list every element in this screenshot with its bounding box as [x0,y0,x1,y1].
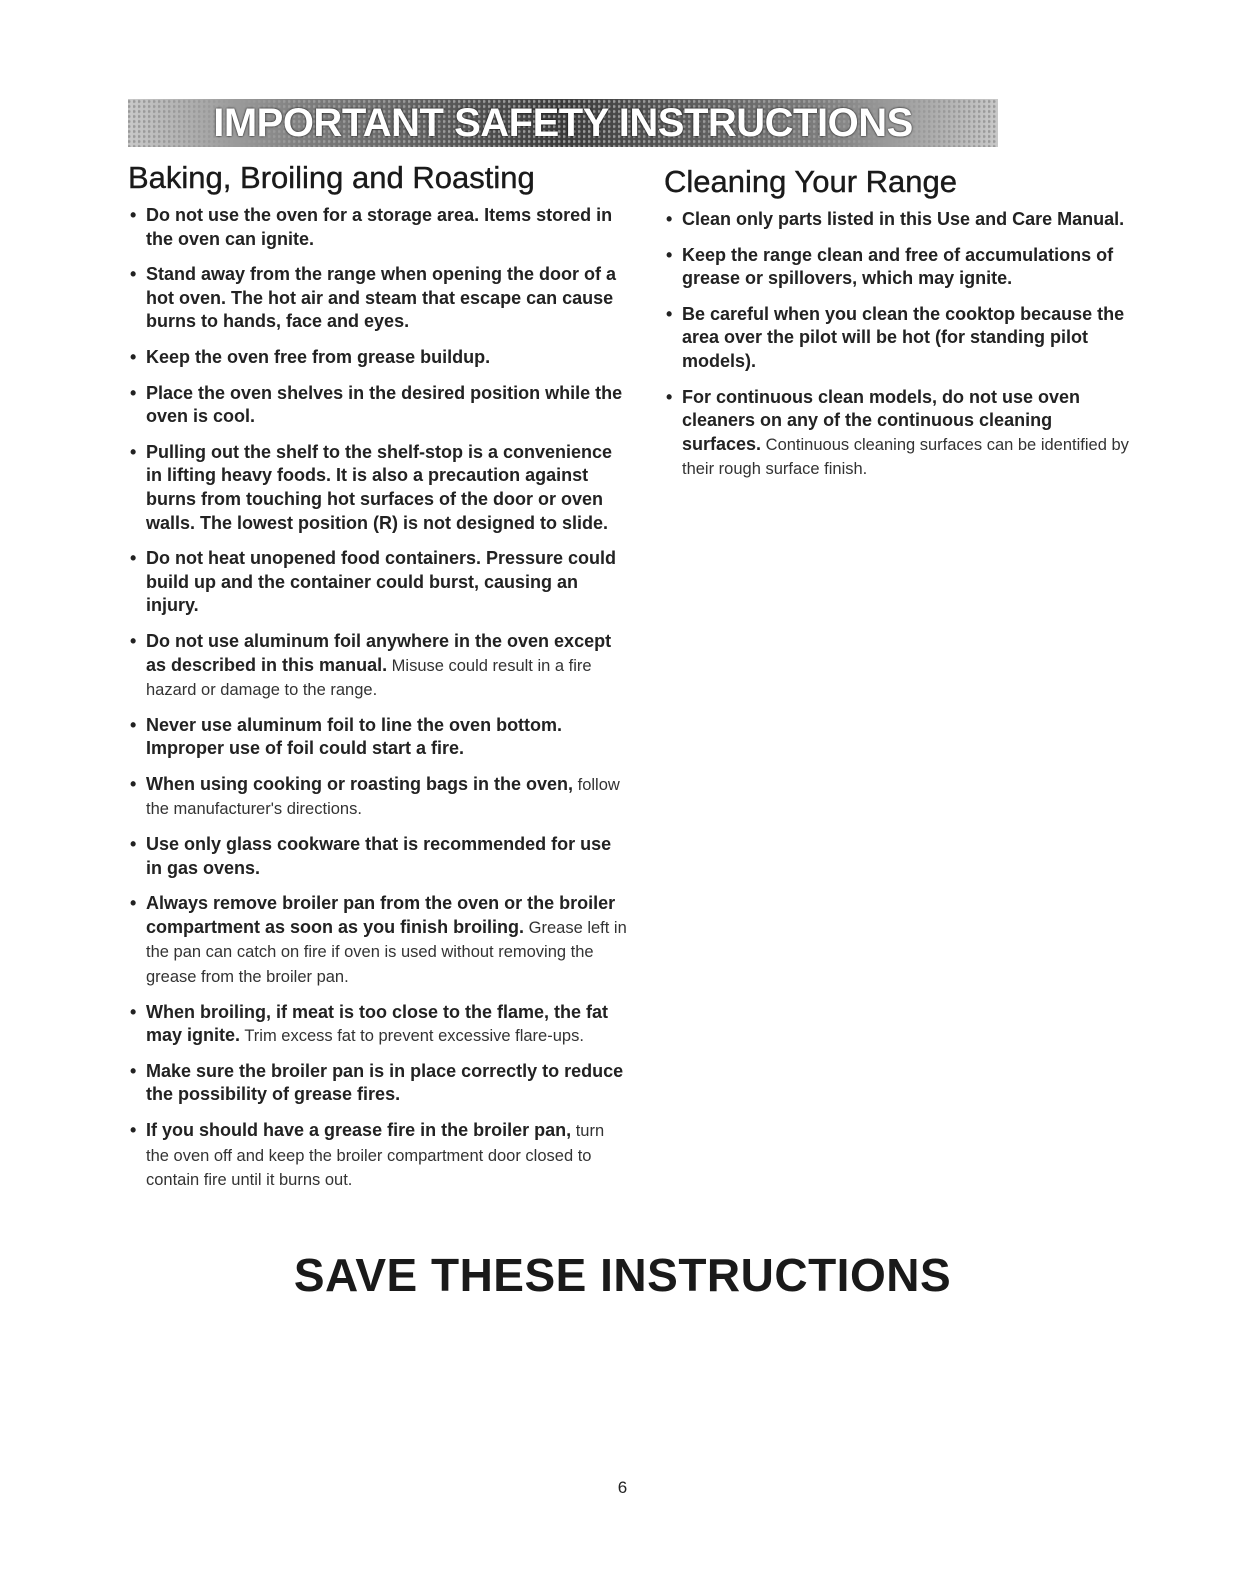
list-item [128,833,628,881]
item-bold-text: For continuous clean models, do not use oven cleaners on any of the continuous cleaning surfaces. [682,386,1081,454]
bullet-icon: • [130,1001,137,1022]
item-normal-text: follow the manufacturer's directions. [146,775,620,819]
page-number: 6 [617,1478,628,1497]
item-bold-text: Do not use aluminum foil anywhere in the oven except as described in this manual. [146,630,612,675]
bullet-icon: • [666,386,673,407]
list-item [128,346,628,371]
list-item [128,1060,628,1108]
bullet-icon: • [666,303,673,324]
bullet-icon: • [130,893,137,914]
item-bold-text: Keep the range clean and free of accumulations of grease or spillovers, which may ignite. [682,244,1114,289]
item-normal-text: Trim excess fat to prevent excessive flare-ups. [240,1027,584,1046]
bullet-icon: • [130,714,137,735]
item-bold-text: Be careful when you clean the cooktop because the area over the pilot will be hot (for standing pilot models). [682,303,1125,371]
bullet-icon: • [130,548,137,569]
list-item [128,441,628,536]
banner-title: IMPORTANT SAFETY INSTRUCTIONS [213,100,913,145]
cleaning-instructions-list [664,208,1134,482]
bullet-icon: • [130,630,137,651]
item-normal-text: Misuse could result in a fire hazard or damage to the range. [146,656,592,700]
bullet-icon: • [130,441,137,462]
baking-broiling-section [128,160,628,1204]
item-bold-text: Use only glass cookware that is recommended for use in gas ovens. [146,834,612,878]
list-item [128,892,628,989]
list-item [128,773,628,822]
list-item [128,1119,628,1193]
item-bold-text: Clean only parts listed in this Use and Care Manual. [682,209,1125,229]
bullet-icon: • [130,382,137,403]
list-item [128,547,628,619]
list-item [128,204,628,252]
cleaning-section [664,160,1134,493]
item-bold-text: Keep the oven free from grease buildup. [146,346,491,367]
item-bold-text: Do not heat unopened food containers. Pressure could build up and the container could burst, causing an injury. [146,548,617,616]
bullet-icon: • [666,209,673,229]
bullet-icon: • [130,205,137,225]
item-bold-text: Do not use the oven for a storage area. Items stored in the oven can ignite. [146,205,613,249]
list-item [128,630,628,703]
baking-instructions-list [128,204,628,1193]
item-normal-text: Continuous cleaning surfaces can be identified by their rough surface finish. [682,435,1129,479]
bullet-icon: • [130,1120,137,1140]
list-item [664,208,1134,233]
item-bold-text: Place the oven shelves in the desired position while the oven is cool. [146,382,623,427]
list-item [128,263,628,335]
list-item [128,1001,628,1049]
item-bold-text: Always remove broiler pan from the oven or the broiler compartment as soon as you finish broiling. [146,893,616,937]
item-normal-text: Grease left in the pan can catch on fire if oven is used without removing the grease from the broiler pan. [146,918,627,987]
bullet-icon: • [130,1060,137,1081]
list-item [664,386,1134,482]
item-bold-text: Pulling out the shelf to the shelf-stop is a convenience in lifting heavy foods. It is also a precaution against burns from touching hot surfaces of the door or oven walls. The lowest position (R) is not designed to slide. [146,441,613,533]
list-item [128,714,628,762]
section-heading-baking: Baking, Broiling and Roasting [128,160,535,195]
save-instructions-heading: SAVE THESE INSTRUCTIONS [293,1249,952,1301]
item-normal-text: turn the oven off and keep the broiler compartment door closed to contain fire until it burns out. [146,1122,605,1190]
bullet-icon: • [130,264,137,285]
item-bold-text: When broiling, if meat is too close to the flame, the fat may ignite. [146,1001,609,1046]
bullet-icon: • [130,834,137,855]
list-item [664,244,1134,292]
list-item [664,303,1134,375]
bullet-icon: • [130,773,137,794]
list-item [128,382,628,430]
bullet-icon: • [130,346,137,367]
item-bold-text: Make sure the broiler pan is in place correctly to reduce the possibility of grease fires. [146,1060,624,1105]
item-bold-text: Stand away from the range when opening the door of a hot oven. The hot air and steam that escape can cause burns to hands, face and eyes. [146,264,617,332]
item-bold-text: If you should have a grease fire in the broiler pan, [146,1120,572,1140]
safety-banner [128,99,998,147]
item-bold-text: When using cooking or roasting bags in the oven, [146,773,574,794]
section-heading-cleaning: Cleaning Your Range [664,164,958,199]
item-bold-text: Never use aluminum foil to line the oven bottom. Improper use of foil could start a fire. [146,714,563,759]
bullet-icon: • [666,244,673,265]
